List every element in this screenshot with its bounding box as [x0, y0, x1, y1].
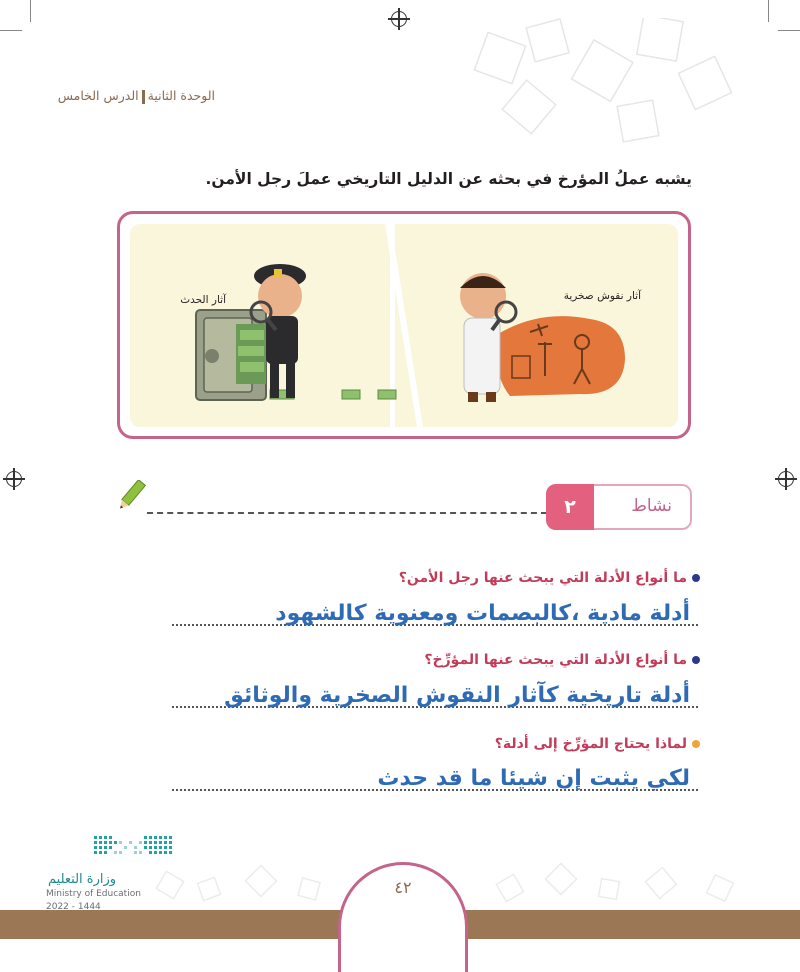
rock-carving-figure	[497, 316, 626, 396]
question-text: ما أنواع الأدلة التي يبحث عنها المؤرِّخ؟	[424, 652, 687, 668]
question-3	[495, 736, 700, 752]
crop-mark	[778, 30, 800, 31]
separator	[142, 90, 145, 104]
crop-mark	[30, 0, 31, 22]
registration-mark-icon	[391, 11, 407, 27]
illustration-frame	[117, 211, 691, 439]
question-2	[424, 652, 700, 668]
bullet-icon	[692, 740, 700, 748]
edition-year: 2022 - 1444	[46, 902, 101, 912]
bullet-icon	[692, 574, 700, 582]
intro-text: يشبه عملُ المؤرخ في بحثه عن الدليل التاريخي عملَ رجل الأمن.	[205, 170, 692, 188]
safe-icon	[196, 310, 266, 400]
ministry-name-arabic: وزارة التعليم	[48, 872, 117, 887]
illustration-drawing	[120, 214, 688, 436]
ministry-name-english: Ministry of Education	[46, 889, 141, 899]
answer-text: أدلة تاريخية كآثار النقوش الصخرية والوثائق	[224, 683, 690, 708]
caption-event-traces: آثار الحدث	[180, 294, 226, 306]
crop-mark	[0, 30, 22, 31]
activity-divider	[147, 512, 547, 514]
caption-rock-carvings: آثار نقوش صخرية	[563, 290, 641, 302]
crop-mark	[768, 0, 769, 22]
ministry-logo-icon	[90, 832, 180, 862]
breadcrumb	[58, 88, 215, 104]
question-text: ما أنواع الأدلة التي يبحث عنها رجل الأمن؟	[398, 570, 687, 586]
question-1	[399, 570, 700, 586]
decorative-pattern	[470, 18, 760, 148]
activity-label: نشاط	[631, 496, 672, 516]
activity-number: ٢	[546, 484, 594, 530]
unit-label: الوحدة الثانية	[147, 88, 215, 103]
registration-mark-icon	[778, 471, 794, 487]
page-number: ٤٢	[394, 878, 412, 897]
answer-line-1[interactable]	[172, 594, 698, 626]
answer-text: لكي يثبت إن شيئا ما قد حدث	[377, 766, 690, 791]
registration-mark-icon	[6, 471, 22, 487]
answer-line-3[interactable]	[172, 759, 698, 791]
question-text: لماذا يحتاج المؤرِّخ إلى أدلة؟	[494, 736, 687, 752]
bullet-icon	[692, 656, 700, 664]
pencil-icon	[114, 480, 146, 512]
answer-text: أدلة مادية ،كالبصمات ومعنوية كالشهود	[275, 601, 690, 626]
activity-header	[546, 484, 692, 530]
lesson-label: الدرس الخامس	[57, 88, 139, 103]
answer-line-2[interactable]	[172, 676, 698, 708]
